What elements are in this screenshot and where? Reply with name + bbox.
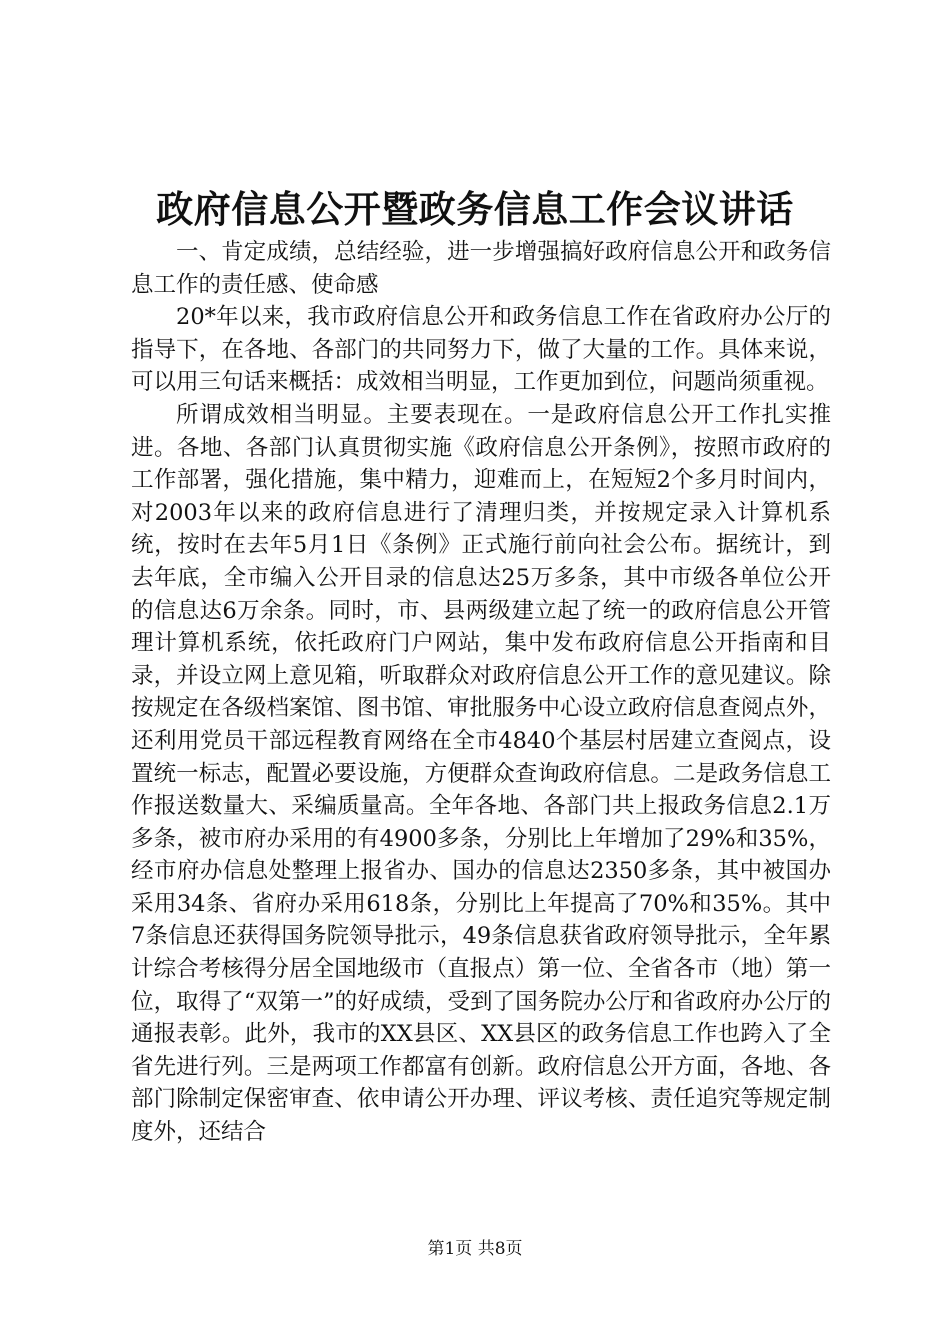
document-body [131, 236, 831, 1149]
page-number-footer: 第1页 共8页 [427, 1239, 523, 1259]
body-paragraph: 20*年以来，我市政府信息公开和政务信息工作在省政府办公厅的指导下，在各地、各部门的共同努力下，做了大量的工作。具体来说，可以用三句话来概括：成效相当明显，工作更加到位，问题尚须重视。 [131, 304, 831, 396]
body-paragraph: 所谓成效相当明显。主要表现在。一是政府信息公开工作扎实推进。各地、各部门认真贯彻实施《政府信息公开条例》，按照市政府的工作部署，强化措施，集中精力，迎难而上，在短短2个多月时间内，对2003年以来的政府信息进行了清理归类，并按规定录入计算机系统，按时在去年5月1日《条例》正式施行前向社会公布。据统计，到去年底，全市编入公开目录的信息达25万多条，其中市级各单位公开的信息达6万余条。同时，市、县两级建立起了统一的政府信息公开管理计算机系统，依托政府门户网站，集中发布政府信息公开指南和目录，并设立网上意见箱，听取群众对政府信息公开工作的意见建议。除按规定在各级档案馆、图书馆、审批服务中心设立政府信息查阅点外，还利用党员干部远程教育网络在全市4840个基层村居建立查阅点，设置统一标志，配置必要设施，方便群众查询政府信息。二是政务信息工作报送数量大、采编质量高。全年各地、各部门共上报政务信息2.1万多条，被市府办采用的有4900多条，分别比上年增加了29%和35%，经市府办信息处整理上报省办、国办的信息达2350多条，其中被国办采用34条、省府办采用618条，分别比上年提高了70%和35%。其中7条信息还获得国务院领导批示，49条信息获省政府领导批示，全年累计综合考核得分居全国地级市（直报点）第一位、全省各市（地）第一位，取得了“双第一”的好成绩，受到了国务院办公厅和省政府办公厅的通报表彰。此外，我市的XX县区、XX县区的政务信息工作也跨入了全省先进行列。三是两项工作都富有创新。政府信息公开方面，各地、各部门除制定保密审查、依申请公开办理、评议考核、责任追究等规定制度外，还结合 [131, 401, 831, 1146]
section-heading-paragraph: 一、肯定成绩，总结经验，进一步增强搞好政府信息公开和政务信息工作的责任感、使命感 [131, 239, 831, 298]
document-title: 政府信息公开暨政务信息工作会议讲话 [156, 187, 794, 231]
